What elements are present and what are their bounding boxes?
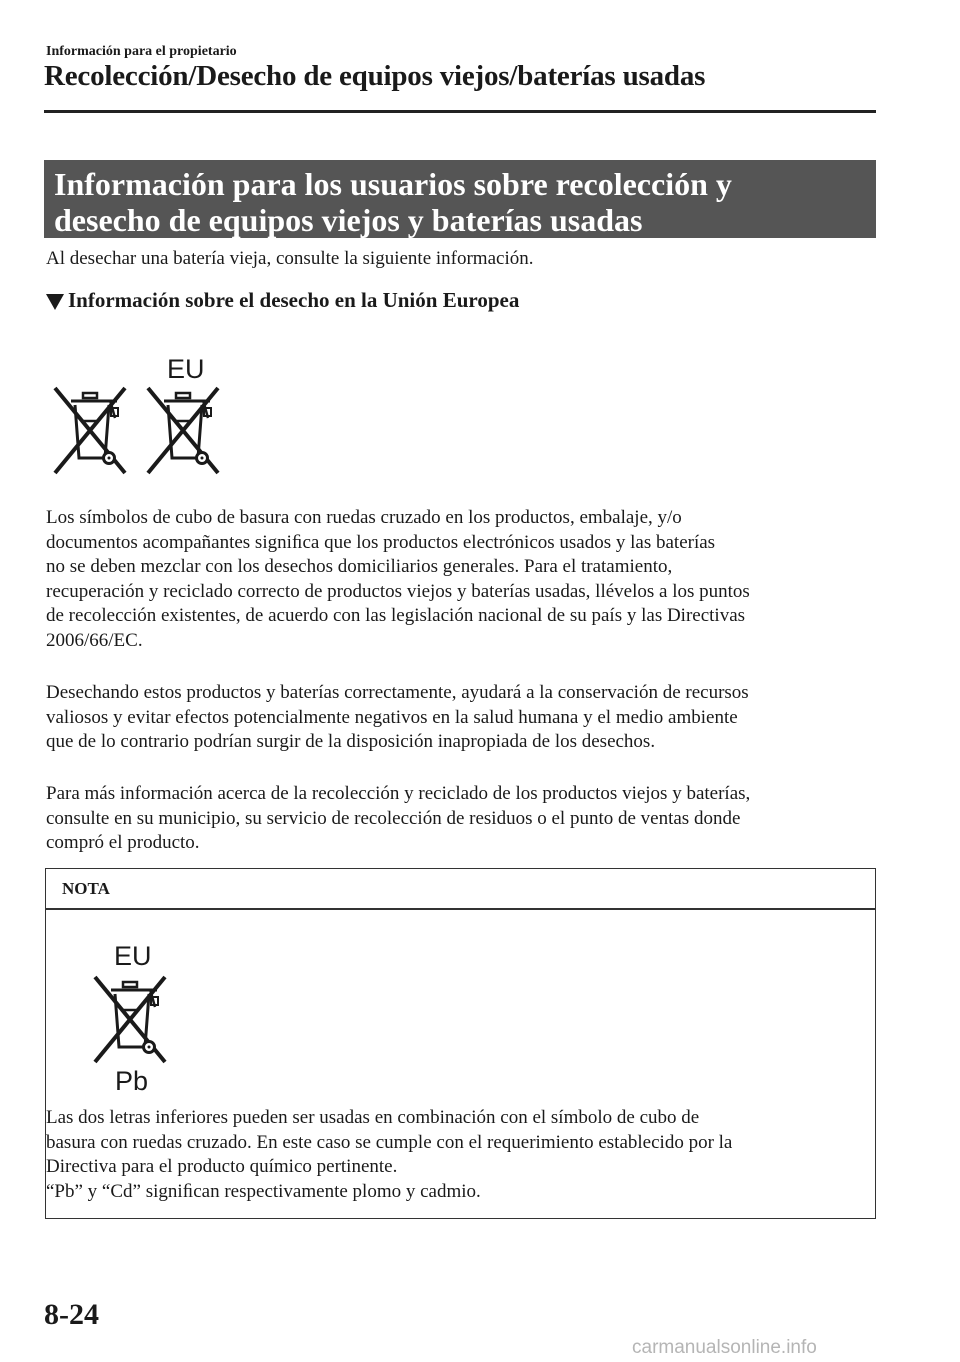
text-line: Directiva para el producto químico pertinente.	[46, 1156, 398, 1177]
intro-text: Al desechar una batería vieja, consulte la siguiente información.	[46, 248, 534, 269]
crossed-bin-icon	[55, 388, 125, 474]
text-line: documentos acompañantes signiﬁca que los productos electrónicos usados y las baterías	[46, 531, 716, 553]
text-line: no se deben mezclar con los desechos domiciliarios generales. Para el tratamiento,	[46, 556, 673, 577]
eu-label: EU	[167, 354, 205, 384]
nota-text	[46, 1106, 861, 1204]
title-divider	[44, 110, 876, 113]
text-line: Para más información acerca de la recolección y reciclado de los productos viejos y baterías,	[46, 783, 751, 804]
text-line: Las dos letras inferiores pueden ser usadas en combinación con el símbolo de cubo de	[46, 1107, 700, 1128]
nota-divider	[45, 908, 876, 910]
text-line: 2006/66/EC.	[46, 629, 143, 651]
watermark: carmanualsonline.info	[632, 1337, 817, 1358]
subheading-text: Información sobre el desecho en la Unión Europea	[68, 288, 520, 312]
banner-line-1: Información para los usuarios sobre recolección y	[54, 166, 732, 202]
section-banner	[44, 160, 876, 238]
text-line: “Pb” y “Cd” signiﬁcan respectivamente plomo y cadmio.	[46, 1180, 481, 1202]
text-line: Desechando estos productos y baterías correctamente, ayudará a la conservación de recursos	[46, 682, 749, 703]
nota-title: NOTA	[62, 879, 110, 898]
text-line: que de lo contrario podrían surgir de la disposición inapropiada de los desechos.	[46, 731, 656, 752]
text-line: Los símbolos de cubo de basura con ruedas cruzado en los productos, embalaje, y/o	[46, 507, 682, 528]
pb-label: Pb	[115, 1066, 149, 1096]
section-label: Información para el propietario	[46, 44, 237, 59]
crossed-bin-icon	[95, 977, 171, 1063]
paragraph-2	[46, 681, 886, 755]
nota-eu-label: EU	[114, 941, 152, 971]
paragraph-3	[46, 782, 886, 856]
paragraph-1	[46, 506, 886, 653]
eu-subheading	[46, 288, 519, 313]
text-line: compró el producto.	[46, 832, 200, 853]
text-line: basura con ruedas cruzado. En este caso se cumple con el requerimiento establecido por la	[46, 1131, 733, 1153]
banner-line-2: desecho de equipos viejos y baterías usadas	[54, 202, 643, 238]
text-line: recuperación y reciclado correcto de productos viejos y baterías usadas, llévelos a los puntos	[46, 580, 750, 602]
page-number: 8-24	[44, 1298, 99, 1331]
text-line: consulte en su municipio, su servicio de recolección de residuos o el punto de ventas donde	[46, 807, 741, 829]
text-line: de recolección existentes, de acuerdo con las legislación nacional de su país y las Directivas	[46, 605, 746, 626]
crossed-bin-icon	[148, 388, 224, 474]
text-line: valiosos y evitar efectos potencialmente negativos en la salud humana y el medio ambiente	[46, 706, 738, 728]
triangle-bullet-icon	[46, 294, 64, 310]
page-title: Recolección/Desecho de equipos viejos/baterías usadas	[44, 60, 706, 92]
